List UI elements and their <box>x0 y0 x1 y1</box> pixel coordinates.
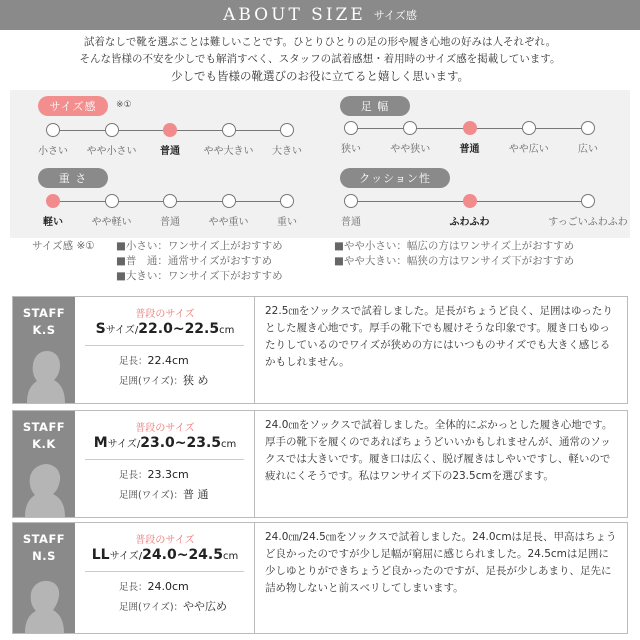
weight-scale-option: 重い <box>277 217 297 228</box>
usual-size-block <box>75 523 255 633</box>
legend-item: ■大きい：ワンサイズ下がおすすめ <box>116 270 283 282</box>
foot-girth-value: 狭 め <box>183 374 209 387</box>
header-title: ABOUT SIZE <box>223 5 366 25</box>
intro-text <box>0 34 640 85</box>
foot-length-label: 足長： <box>119 470 148 481</box>
foot-girth-value: 普 通 <box>183 488 209 501</box>
cushion-scale-option: ふわふわ <box>449 217 490 228</box>
usual-size-block <box>75 297 255 403</box>
staff-label: STAFF <box>22 420 66 434</box>
staff-comment: 24.0㎝をソックスで試着しました。全体的にぶかっとした履き心地です。厚手の靴下を履くのであればちょうどいいかもしれませんが、通常のソックスでは大きいです。履き口は広く、脱げ履きはしやいですし、軽いので疲れにくそうです。私はワンサイズ下の23.5cmを選びます。 <box>265 419 613 482</box>
cushion-scale-dot <box>344 194 358 208</box>
size-word: サイズ/ <box>105 325 139 336</box>
staff-label: STAFF <box>22 532 66 546</box>
size-scale-note: ※① <box>116 100 132 110</box>
weight-scale-dot <box>46 194 60 208</box>
cushion-scale-option: 普通 <box>341 217 361 228</box>
usual-size-heading: 普段のサイズ <box>135 423 195 434</box>
weight-scale-label: 重 さ <box>38 168 108 188</box>
size-word: サイズ/ <box>107 439 141 450</box>
cushion-scale-dot <box>581 194 595 208</box>
foot-girth <box>119 598 227 614</box>
staff-card <box>12 296 628 404</box>
width-scale-option: 広い <box>578 144 598 155</box>
foot-length-value: 22.4cm <box>147 354 189 367</box>
staff-card <box>12 410 628 518</box>
foot-length <box>119 579 189 593</box>
staff-silhouette-icon <box>13 573 75 633</box>
about-size-header <box>0 0 640 30</box>
usual-size-block <box>75 411 255 517</box>
cushion-scale-option: すっごいふわふわ <box>548 217 628 228</box>
foot-length <box>119 467 189 481</box>
foot-girth-label: 足囲(ワイズ)： <box>119 490 184 501</box>
weight-scale-option: やや重い <box>208 217 249 228</box>
staff-silhouette-icon <box>13 343 75 403</box>
cushion-scale-label: クッション性 <box>340 168 450 188</box>
size-scale-option: やや小さい <box>86 146 137 157</box>
staff-name: K.K <box>32 437 56 451</box>
foot-girth-label: 足囲(ワイズ)： <box>119 376 184 387</box>
staff-label: STAFF <box>22 306 66 320</box>
legend-item: ■小さい：ワンサイズ上がおすすめ <box>116 240 283 252</box>
intro-line-3: 少しでも皆様の靴選びのお役に立てると嬉しく思います。 <box>170 69 470 83</box>
foot-length-label: 足長： <box>119 356 148 367</box>
legend-item: ■やや大きい：幅狭の方はワンサイズ下がおすすめ <box>334 255 575 267</box>
divider <box>85 459 244 460</box>
width-scale-label: 足 幅 <box>340 96 410 116</box>
cushion-scale-dot <box>463 194 477 208</box>
weight-scale-option: 普通 <box>160 217 180 228</box>
foot-length-label: 足長： <box>119 582 148 593</box>
staff-comment: 24.0㎝/24.5㎝をソックスで試着しました。24.0cmは足長、甲高はちょうど良かったのですが少し足幅が窮屈に感じられました。24.5cmは足囲に少しゆとりができちょうど良かったのですが、足長が少しあまり、足先に詰め物しないと前スベリしてしまいます。 <box>265 531 617 594</box>
weight-scale-dot <box>280 194 294 208</box>
divider <box>85 345 244 346</box>
usual-size <box>75 435 255 451</box>
staff-name: N.S <box>32 549 56 563</box>
size-scale-option: やや大きい <box>203 146 254 157</box>
legend-item: ■やや小さい：幅広の方はワンサイズ上がおすすめ <box>334 240 575 252</box>
size-unit: cm <box>221 439 237 450</box>
intro-line-2: そんな皆様の不安を少しでも解消すべく、スタッフの試着感想・着用時のサイズ感を掲載しています。 <box>79 53 561 65</box>
size-unit: cm <box>223 551 239 562</box>
size-scale-option: 普通 <box>160 146 180 157</box>
staff-badge <box>13 297 75 403</box>
width-scale-option: やや広い <box>508 144 549 155</box>
staff-card <box>12 522 628 634</box>
width-scale-option: 普通 <box>459 144 480 155</box>
size-scale-dot <box>280 123 294 137</box>
legend-right <box>334 239 574 269</box>
divider <box>85 571 244 572</box>
size-range: 22.0~22.5 <box>138 321 220 337</box>
staff-silhouette-icon <box>13 457 75 517</box>
size-letter: S <box>95 321 106 337</box>
staff-badge <box>13 523 75 633</box>
weight-scale-option: やや軽い <box>91 217 132 228</box>
intro-line-1: 試着なしで靴を選ぶことは難しいことです。ひとりひとりの足の形や履き心地の好みは人それぞれ。 <box>83 36 557 48</box>
foot-length <box>119 353 189 367</box>
foot-girth-label: 足囲(ワイズ)： <box>119 602 184 613</box>
size-scale-option: 小さい <box>38 146 68 157</box>
usual-size <box>75 547 255 563</box>
fit-scales-panel <box>10 90 630 238</box>
width-scale-option: やや狭い <box>390 144 431 155</box>
weight-scale-option: 軽い <box>43 217 63 228</box>
size-letter: LL <box>91 547 110 563</box>
usual-size-heading: 普段のサイズ <box>135 309 195 320</box>
usual-size-heading: 普段のサイズ <box>135 535 195 546</box>
legend-item: ■普 通：通常サイズがおすすめ <box>116 255 273 267</box>
size-scale-label: サイズ感 <box>38 96 108 116</box>
staff-name: K.S <box>32 323 56 337</box>
foot-length-value: 23.3cm <box>147 468 189 481</box>
size-scale-dot <box>46 123 60 137</box>
size-unit: cm <box>219 325 235 336</box>
width-scale-dot <box>463 121 477 135</box>
staff-comment: 22.5㎝をソックスで試着しました。足長がちょうど良く、足囲はゆったりとした履き心地です。厚手の靴下でも履けそうな印象です。履き口もゆったりしているのでワイズが狭めの方にはいつものサイズでも大きく感じるかもしれません。 <box>265 305 613 368</box>
foot-length-value: 24.0cm <box>147 580 189 593</box>
size-scale-option: 大きい <box>272 146 302 157</box>
foot-girth <box>119 372 209 388</box>
weight-scale-dot <box>222 194 236 208</box>
width-scale-dot <box>522 121 536 135</box>
width-scale-dot <box>403 121 417 135</box>
weight-scale-dot <box>105 194 119 208</box>
usual-size <box>75 321 255 337</box>
legend-title: サイズ感 ※① <box>32 240 95 252</box>
weight-scale-dot <box>163 194 177 208</box>
width-scale-dot <box>344 121 358 135</box>
size-scale-dot <box>163 123 177 137</box>
size-letter: M <box>93 435 108 451</box>
foot-girth <box>119 486 209 502</box>
size-word: サイズ/ <box>109 551 143 562</box>
width-scale-option: 狭い <box>341 144 361 155</box>
size-range: 23.0~23.5 <box>140 435 222 451</box>
foot-girth-value: やや広め <box>183 600 228 613</box>
header-subtitle: サイズ感 <box>373 9 417 22</box>
size-range: 24.0~24.5 <box>142 547 223 563</box>
size-scale-dot <box>222 123 236 137</box>
staff-badge <box>13 411 75 517</box>
size-scale-dot <box>105 123 119 137</box>
legend-left <box>116 239 283 284</box>
width-scale-dot <box>581 121 595 135</box>
